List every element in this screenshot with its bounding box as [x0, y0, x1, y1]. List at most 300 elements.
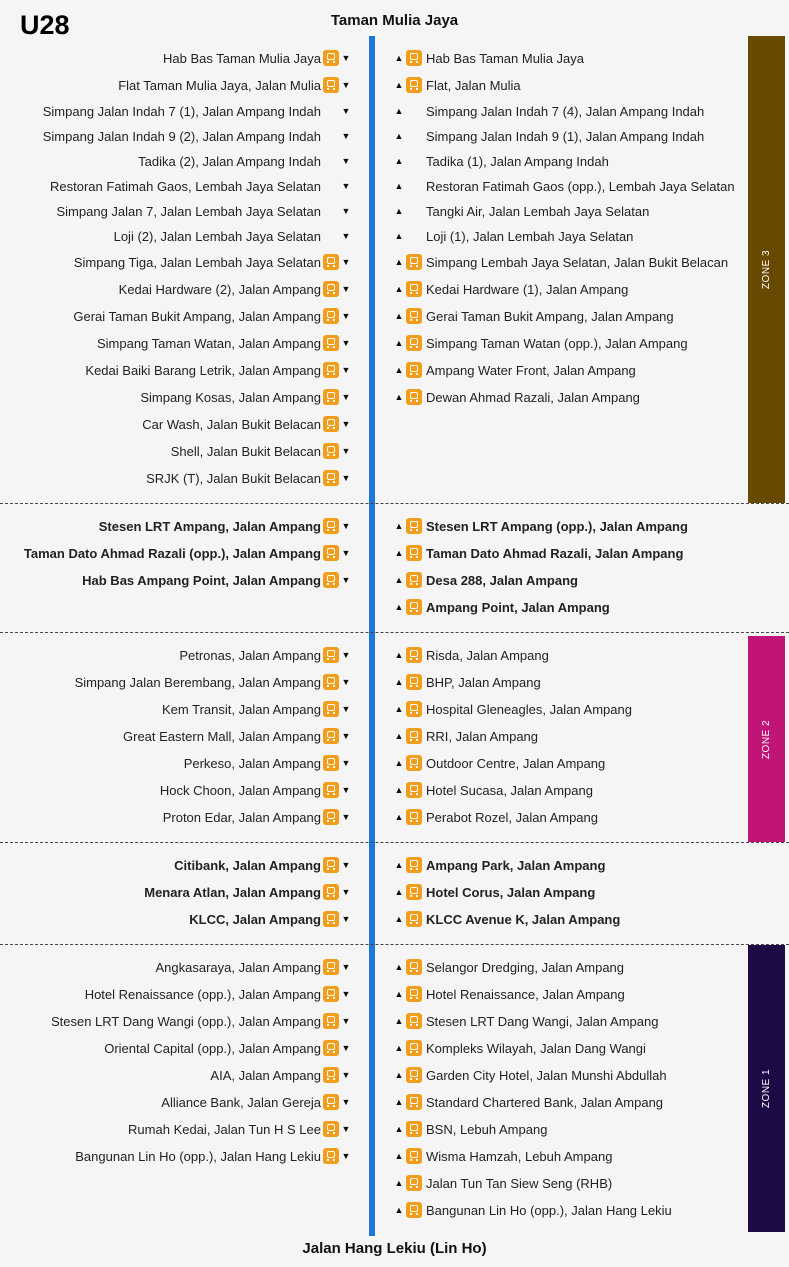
- down-arrow-icon: ▼: [341, 1070, 351, 1080]
- right-stop-row: [394, 699, 632, 719]
- stop-name: Kedai Hardware (2), Jalan Ampang: [118, 281, 321, 297]
- down-arrow-icon: ▼: [341, 419, 351, 429]
- stop-name: Tangki Air, Jalan Lembah Jaya Selatan: [426, 203, 650, 219]
- left-stop-row: [123, 726, 351, 746]
- stop-name: KLCC, Jalan Ampang: [189, 911, 321, 927]
- stop-name: Great Eastern Mall, Jalan Ampang: [123, 728, 321, 744]
- bus-stop-icon: [406, 1148, 422, 1164]
- stop-name: Ampang Water Front, Jalan Ampang: [426, 362, 636, 378]
- down-arrow-icon: ▼: [341, 989, 351, 999]
- down-arrow-icon: ▼: [341, 156, 351, 166]
- bus-stop-icon: [323, 674, 339, 690]
- left-stop-row: [56, 201, 351, 221]
- stop-name: Restoran Fatimah Gaos, Lembah Jaya Selatan: [50, 178, 321, 194]
- left-stop-row: [144, 882, 351, 902]
- right-stop-row: [394, 543, 683, 563]
- down-arrow-icon: ▼: [341, 392, 351, 402]
- bus-stop-icon: [323, 281, 339, 297]
- bus-stop-icon: [406, 228, 422, 244]
- bus-stop-icon: [406, 50, 422, 66]
- end-terminus-title: Jalan Hang Lekiu (Lin Ho): [302, 1240, 487, 1257]
- down-arrow-icon: ▼: [341, 338, 351, 348]
- up-arrow-icon: ▲: [394, 785, 404, 795]
- stop-name: Desa 288, Jalan Ampang: [426, 572, 578, 588]
- bus-stop-icon: [406, 77, 422, 93]
- stop-name: BSN, Lebuh Ampang: [426, 1121, 548, 1137]
- bus-stop-icon: [323, 911, 339, 927]
- zone-2-band: [748, 636, 785, 842]
- up-arrow-icon: ▲: [394, 1016, 404, 1026]
- right-stop-row: [394, 516, 688, 536]
- bus-stop-icon: [406, 857, 422, 873]
- down-arrow-icon: ▼: [341, 257, 351, 267]
- bus-stop-icon: [406, 599, 422, 615]
- stop-name: Gerai Taman Bukit Ampang, Jalan Ampang: [426, 308, 674, 324]
- up-arrow-icon: ▲: [394, 860, 404, 870]
- bus-stop-icon: [406, 701, 422, 717]
- bus-stop-icon: [323, 1094, 339, 1110]
- section-divider: [0, 944, 789, 945]
- up-arrow-icon: ▲: [394, 548, 404, 558]
- bus-stop-icon: [323, 857, 339, 873]
- right-stop-row: [394, 333, 688, 353]
- up-arrow-icon: ▲: [394, 311, 404, 321]
- down-arrow-icon: ▼: [341, 131, 351, 141]
- left-stop-row: [85, 360, 351, 380]
- down-arrow-icon: ▼: [341, 1151, 351, 1161]
- down-arrow-icon: ▼: [341, 812, 351, 822]
- stop-name: Garden City Hotel, Jalan Munshi Abdullah: [426, 1067, 667, 1083]
- stop-name: Wisma Hamzah, Lebuh Ampang: [426, 1148, 613, 1164]
- bus-stop-icon: [323, 228, 339, 244]
- zone-label: ZONE 3: [761, 249, 772, 290]
- right-stop-row: [394, 753, 605, 773]
- up-arrow-icon: ▲: [394, 677, 404, 687]
- bus-stop-icon: [406, 755, 422, 771]
- bus-stop-icon: [323, 50, 339, 66]
- bus-stop-icon: [406, 1202, 422, 1218]
- left-stop-row: [140, 387, 351, 407]
- bus-stop-icon: [323, 1148, 339, 1164]
- down-arrow-icon: ▼: [341, 284, 351, 294]
- stop-name: SRJK (T), Jalan Bukit Belacan: [146, 470, 321, 486]
- left-stop-row: [146, 468, 351, 488]
- bus-stop-icon: [406, 959, 422, 975]
- bus-stop-icon: [323, 389, 339, 405]
- down-arrow-icon: ▼: [341, 365, 351, 375]
- left-stop-row: [97, 333, 351, 353]
- right-stop-row: [394, 1065, 667, 1085]
- right-stop-row: [394, 1092, 663, 1112]
- left-stop-row: [99, 516, 351, 536]
- left-stop-row: [163, 48, 351, 68]
- bus-stop-icon: [323, 884, 339, 900]
- stop-name: Hock Choon, Jalan Ampang: [159, 782, 321, 798]
- left-stop-row: [114, 226, 351, 246]
- stop-name: Hab Bas Taman Mulia Jaya: [426, 50, 585, 66]
- bus-stop-icon: [406, 203, 422, 219]
- stop-name: Menara Atlan, Jalan Ampang: [144, 884, 321, 900]
- right-stop-row: [394, 151, 609, 171]
- left-stop-row: [75, 672, 351, 692]
- stop-name: Hab Bas Taman Mulia Jaya: [162, 50, 321, 66]
- up-arrow-icon: ▲: [394, 1151, 404, 1161]
- bus-stop-icon: [323, 728, 339, 744]
- bus-stop-icon: [406, 335, 422, 351]
- bus-stop-icon: [406, 674, 422, 690]
- up-arrow-icon: ▲: [394, 365, 404, 375]
- left-stop-row: [160, 780, 351, 800]
- up-arrow-icon: ▲: [394, 962, 404, 972]
- bus-stop-icon: [323, 254, 339, 270]
- stop-name: Kompleks Wilayah, Jalan Dang Wangi: [426, 1040, 646, 1056]
- stop-name: KLCC Avenue K, Jalan Ampang: [426, 911, 621, 927]
- bus-stop-icon: [406, 103, 422, 119]
- stop-name: Oriental Capital (opp.), Jalan Ampang: [104, 1040, 321, 1056]
- down-arrow-icon: ▼: [341, 181, 351, 191]
- left-stop-row: [171, 441, 351, 461]
- down-arrow-icon: ▼: [341, 758, 351, 768]
- up-arrow-icon: ▲: [394, 914, 404, 924]
- bus-stop-icon: [406, 518, 422, 534]
- right-stop-row: [394, 807, 598, 827]
- right-stop-row: [394, 645, 549, 665]
- stop-name: Simpang Jalan Indah 9 (1), Jalan Ampang Indah: [426, 128, 705, 144]
- up-arrow-icon: ▲: [394, 231, 404, 241]
- stop-name: Alliance Bank, Jalan Gereja: [161, 1094, 321, 1110]
- bus-stop-icon: [323, 203, 339, 219]
- left-stop-row: [174, 855, 351, 875]
- stop-name: Dewan Ahmad Razali, Jalan Ampang: [426, 389, 640, 405]
- left-stop-row: [24, 543, 351, 563]
- bus-stop-icon: [323, 362, 339, 378]
- zone-3-band: [748, 36, 785, 503]
- up-arrow-icon: ▲: [394, 758, 404, 768]
- bus-stop-icon: [323, 103, 339, 119]
- bus-stop-icon: [406, 545, 422, 561]
- up-arrow-icon: ▲: [394, 1070, 404, 1080]
- bus-stop-icon: [406, 128, 422, 144]
- stop-name: Rumah Kedai, Jalan Tun H S Lee: [128, 1121, 321, 1137]
- right-stop-row: [394, 226, 633, 246]
- bus-stop-icon: [406, 362, 422, 378]
- right-stop-row: [394, 1200, 672, 1220]
- stop-name: Hospital Gleneagles, Jalan Ampang: [426, 701, 632, 717]
- stop-name: Stesen LRT Ampang, Jalan Ampang: [98, 518, 321, 534]
- right-stop-row: [394, 984, 625, 1004]
- bus-stop-icon: [323, 572, 339, 588]
- up-arrow-icon: ▲: [394, 106, 404, 116]
- stop-name: Angkasaraya, Jalan Ampang: [155, 959, 321, 975]
- bus-stop-icon: [323, 470, 339, 486]
- stop-name: Simpang Kosas, Jalan Ampang: [140, 389, 321, 405]
- stop-name: Tadika (1), Jalan Ampang Indah: [426, 153, 609, 169]
- up-arrow-icon: ▲: [394, 181, 404, 191]
- right-stop-row: [394, 597, 610, 617]
- up-arrow-icon: ▲: [394, 206, 404, 216]
- bus-stop-icon: [323, 1121, 339, 1137]
- left-stop-row: [142, 414, 351, 434]
- zone-label: ZONE 2: [761, 719, 772, 759]
- right-stop-row: [394, 909, 620, 929]
- down-arrow-icon: ▼: [341, 521, 351, 531]
- up-arrow-icon: ▲: [394, 284, 404, 294]
- zone-label: ZONE 1: [761, 1068, 772, 1109]
- right-stop-row: [394, 101, 704, 121]
- left-stop-row: [161, 1092, 351, 1112]
- down-arrow-icon: ▼: [341, 473, 351, 483]
- bus-stop-icon: [406, 389, 422, 405]
- stop-name: Petronas, Jalan Ampang: [179, 647, 321, 663]
- left-stop-row: [163, 807, 351, 827]
- bus-stop-icon: [406, 178, 422, 194]
- down-arrow-icon: ▼: [341, 446, 351, 456]
- left-stop-row: [210, 1065, 351, 1085]
- stop-name: Proton Edar, Jalan Ampang: [162, 809, 321, 825]
- right-stop-row: [394, 1173, 612, 1193]
- stop-name: Hotel Sucasa, Jalan Ampang: [426, 782, 593, 798]
- bus-stop-icon: [406, 1067, 422, 1083]
- stop-name: Flat, Jalan Mulia: [426, 77, 521, 93]
- bus-stop-icon: [323, 1013, 339, 1029]
- stop-name: Perabot Rozel, Jalan Ampang: [426, 809, 598, 825]
- stop-name: Loji (1), Jalan Lembah Jaya Selatan: [426, 228, 634, 244]
- down-arrow-icon: ▼: [341, 1097, 351, 1107]
- stop-name: AIA, Jalan Ampang: [210, 1067, 321, 1083]
- stop-name: Simpang Jalan Indah 7 (1), Jalan Ampang Indah: [42, 103, 321, 119]
- down-arrow-icon: ▼: [341, 106, 351, 116]
- stop-name: Taman Dato Ahmad Razali (opp.), Jalan Ampang: [23, 545, 321, 561]
- right-stop-row: [394, 252, 728, 272]
- stop-name: Gerai Taman Bukit Ampang, Jalan Ampang: [73, 308, 321, 324]
- bus-stop-icon: [406, 572, 422, 588]
- stop-name: Kem Transit, Jalan Ampang: [162, 701, 321, 717]
- bus-stop-icon: [323, 986, 339, 1002]
- stop-name: Simpang Jalan Berembang, Jalan Ampang: [74, 674, 321, 690]
- up-arrow-icon: ▲: [394, 650, 404, 660]
- right-stop-row: [394, 780, 593, 800]
- left-stop-row: [75, 1146, 351, 1166]
- up-arrow-icon: ▲: [394, 338, 404, 348]
- stop-name: Simpang Taman Watan, Jalan Ampang: [96, 335, 321, 351]
- left-stop-row: [43, 101, 351, 121]
- left-stop-row: [156, 957, 352, 977]
- bus-stop-icon: [323, 959, 339, 975]
- stop-name: Hab Bas Ampang Point, Jalan Ampang: [82, 572, 321, 588]
- up-arrow-icon: ▲: [394, 887, 404, 897]
- bus-stop-icon: [323, 701, 339, 717]
- stop-name: Stesen LRT Dang Wangi (opp.), Jalan Ampang: [50, 1013, 321, 1029]
- down-arrow-icon: ▼: [341, 650, 351, 660]
- left-stop-row: [82, 570, 351, 590]
- down-arrow-icon: ▼: [341, 575, 351, 585]
- down-arrow-icon: ▼: [341, 311, 351, 321]
- stop-name: Hotel Renaissance (opp.), Jalan Ampang: [84, 986, 321, 1002]
- down-arrow-icon: ▼: [341, 914, 351, 924]
- up-arrow-icon: ▲: [394, 731, 404, 741]
- up-arrow-icon: ▲: [394, 392, 404, 402]
- bus-stop-icon: [323, 308, 339, 324]
- right-stop-row: [394, 48, 584, 68]
- left-stop-row: [138, 151, 351, 171]
- bus-stop-icon: [406, 782, 422, 798]
- right-stop-row: [394, 882, 595, 902]
- left-stop-row: [118, 75, 351, 95]
- right-stop-row: [394, 957, 624, 977]
- bus-stop-icon: [406, 1040, 422, 1056]
- right-stop-row: [394, 855, 605, 875]
- right-stop-row: [394, 387, 640, 407]
- stop-name: Car Wash, Jalan Bukit Belacan: [142, 416, 321, 432]
- stop-name: Bangunan Lin Ho (opp.), Jalan Hang Lekiu: [426, 1202, 672, 1218]
- right-stop-row: [394, 306, 674, 326]
- up-arrow-icon: ▲: [394, 602, 404, 612]
- stop-name: Kedai Hardware (1), Jalan Ampang: [426, 281, 629, 297]
- up-arrow-icon: ▲: [394, 257, 404, 267]
- section-divider: [0, 503, 789, 504]
- stop-name: Ampang Park, Jalan Ampang: [426, 857, 606, 873]
- stop-name: Stesen LRT Dang Wangi, Jalan Ampang: [426, 1013, 659, 1029]
- stop-name: Simpang Jalan Indah 7 (4), Jalan Ampang Indah: [426, 103, 705, 119]
- bus-stop-icon: [406, 728, 422, 744]
- stop-name: Jalan Tun Tan Siew Seng (RHB): [426, 1175, 613, 1191]
- bus-stop-icon: [323, 647, 339, 663]
- up-arrow-icon: ▲: [394, 1205, 404, 1215]
- stop-name: Simpang Jalan 7, Jalan Lembah Jaya Selatan: [56, 203, 321, 219]
- left-stop-row: [104, 1038, 351, 1058]
- left-stop-row: [85, 984, 351, 1004]
- left-stop-row: [189, 909, 351, 929]
- right-stop-row: [394, 1119, 547, 1139]
- bus-stop-icon: [406, 281, 422, 297]
- left-stop-row: [162, 699, 351, 719]
- stop-name: Risda, Jalan Ampang: [426, 647, 549, 663]
- right-stop-row: [394, 1038, 646, 1058]
- bus-stop-icon: [406, 1013, 422, 1029]
- stop-name: Simpang Taman Watan (opp.), Jalan Ampang: [426, 335, 688, 351]
- left-stop-row: [74, 252, 351, 272]
- left-stop-row: [50, 176, 351, 196]
- route-line: [369, 36, 375, 1236]
- down-arrow-icon: ▼: [341, 860, 351, 870]
- bus-stop-icon: [323, 782, 339, 798]
- right-stop-row: [394, 201, 649, 221]
- down-arrow-icon: ▼: [341, 731, 351, 741]
- down-arrow-icon: ▼: [341, 887, 351, 897]
- stop-name: Outdoor Centre, Jalan Ampang: [426, 755, 606, 771]
- down-arrow-icon: ▼: [341, 785, 351, 795]
- stop-name: Ampang Point, Jalan Ampang: [426, 599, 610, 615]
- right-stop-row: [394, 1011, 658, 1031]
- down-arrow-icon: ▼: [341, 1043, 351, 1053]
- zone-1-band: [748, 945, 785, 1232]
- stop-name: Tadika (2), Jalan Ampang Indah: [138, 153, 321, 169]
- right-stop-row: [394, 176, 735, 196]
- up-arrow-icon: ▲: [394, 1043, 404, 1053]
- stop-name: Flat Taman Mulia Jaya, Jalan Mulia: [118, 77, 321, 93]
- right-stop-row: [394, 126, 704, 146]
- down-arrow-icon: ▼: [341, 53, 351, 63]
- up-arrow-icon: ▲: [394, 812, 404, 822]
- bus-stop-icon: [323, 128, 339, 144]
- down-arrow-icon: ▼: [341, 206, 351, 216]
- section-divider: [0, 842, 789, 843]
- up-arrow-icon: ▲: [394, 1178, 404, 1188]
- right-stop-row: [394, 570, 578, 590]
- stop-name: Simpang Jalan Indah 9 (2), Jalan Ampang Indah: [42, 128, 321, 144]
- stop-name: BHP, Jalan Ampang: [426, 674, 541, 690]
- down-arrow-icon: ▼: [341, 231, 351, 241]
- up-arrow-icon: ▲: [394, 80, 404, 90]
- right-stop-row: [394, 1146, 612, 1166]
- left-stop-row: [128, 1119, 351, 1139]
- stop-name: Loji (2), Jalan Lembah Jaya Selatan: [113, 228, 321, 244]
- stop-name: Stesen LRT Ampang (opp.), Jalan Ampang: [426, 518, 688, 534]
- stop-name: Selangor Dredging, Jalan Ampang: [426, 959, 625, 975]
- up-arrow-icon: ▲: [394, 704, 404, 714]
- left-stop-row: [43, 126, 351, 146]
- bus-stop-icon: [406, 809, 422, 825]
- bus-stop-icon: [406, 308, 422, 324]
- bus-stop-icon: [323, 416, 339, 432]
- bus-stop-icon: [406, 911, 422, 927]
- bus-stop-icon: [406, 884, 422, 900]
- right-stop-row: [394, 672, 541, 692]
- up-arrow-icon: ▲: [394, 53, 404, 63]
- right-stop-row: [394, 75, 521, 95]
- stop-name: Hotel Corus, Jalan Ampang: [426, 884, 596, 900]
- stop-name: Restoran Fatimah Gaos (opp.), Lembah Jaya Selatan: [426, 178, 735, 194]
- bus-stop-icon: [323, 153, 339, 169]
- left-stop-row: [179, 645, 351, 665]
- bus-stop-icon: [323, 755, 339, 771]
- section-divider: [0, 632, 789, 633]
- stop-name: Bangunan Lin Ho (opp.), Jalan Hang Lekiu: [75, 1148, 321, 1164]
- left-stop-row: [51, 1011, 351, 1031]
- up-arrow-icon: ▲: [394, 1124, 404, 1134]
- down-arrow-icon: ▼: [341, 962, 351, 972]
- route-number: U28: [20, 10, 70, 40]
- stop-name: Simpang Lembah Jaya Selatan, Jalan Bukit Belacan: [426, 254, 729, 270]
- up-arrow-icon: ▲: [394, 989, 404, 999]
- down-arrow-icon: ▼: [341, 1016, 351, 1026]
- start-terminus-title: Taman Mulia Jaya: [330, 12, 459, 29]
- up-arrow-icon: ▲: [394, 575, 404, 585]
- up-arrow-icon: ▲: [394, 521, 404, 531]
- left-stop-row: [119, 279, 351, 299]
- bus-stop-icon: [323, 77, 339, 93]
- stop-name: Taman Dato Ahmad Razali, Jalan Ampang: [426, 545, 684, 561]
- stop-name: Simpang Tiga, Jalan Lembah Jaya Selatan: [73, 254, 321, 270]
- up-arrow-icon: ▲: [394, 1097, 404, 1107]
- stop-name: Citibank, Jalan Ampang: [174, 857, 321, 873]
- down-arrow-icon: ▼: [341, 677, 351, 687]
- stop-name: Standard Chartered Bank, Jalan Ampang: [426, 1094, 664, 1110]
- bus-stop-icon: [323, 1040, 339, 1056]
- bus-stop-icon: [323, 1067, 339, 1083]
- bus-stop-icon: [323, 518, 339, 534]
- up-arrow-icon: ▲: [394, 156, 404, 166]
- right-stop-row: [394, 279, 628, 299]
- stop-name: Hotel Renaissance, Jalan Ampang: [426, 986, 625, 1002]
- bus-stop-icon: [406, 1094, 422, 1110]
- stop-name: Shell, Jalan Bukit Belacan: [170, 443, 321, 459]
- bus-stop-icon: [406, 153, 422, 169]
- right-stop-row: [394, 726, 538, 746]
- bus-stop-icon: [406, 1175, 422, 1191]
- bus-stop-icon: [323, 545, 339, 561]
- bus-stop-icon: [406, 254, 422, 270]
